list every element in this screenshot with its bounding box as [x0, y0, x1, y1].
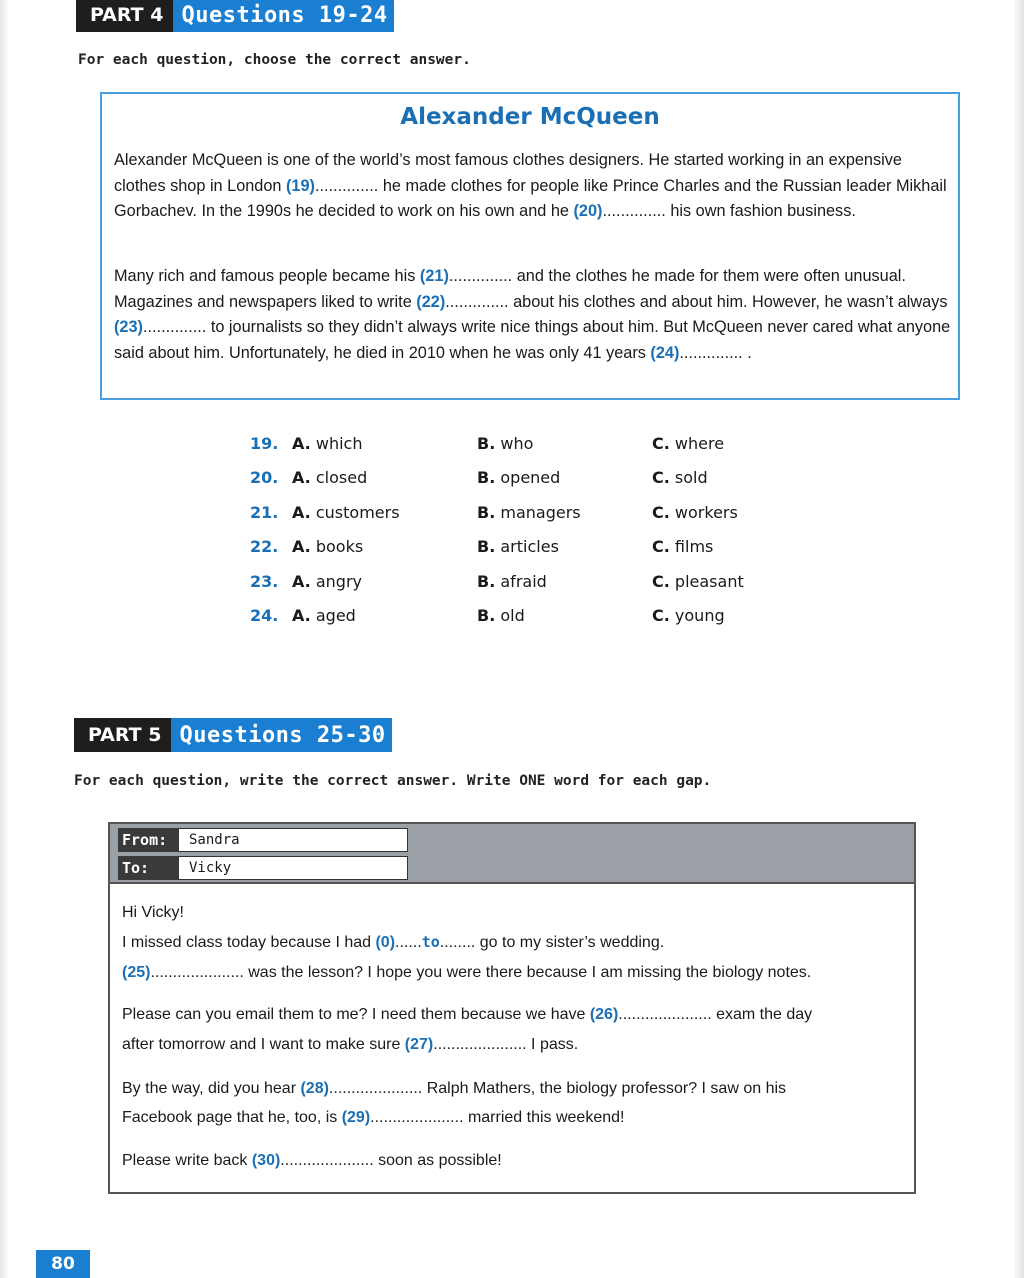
option-text: opened — [500, 468, 561, 487]
to-label: To: — [118, 856, 182, 880]
text: Facebook page that he, too, is — [122, 1109, 342, 1126]
email-line-4 — [122, 1030, 902, 1059]
gap-21: (21) — [419, 267, 449, 285]
example-answer: to — [421, 933, 440, 951]
option-letter: C. — [652, 606, 670, 625]
option-text: who — [500, 434, 534, 453]
page-left-edge — [0, 0, 8, 1278]
option-text: young — [674, 606, 725, 625]
text: ..................... was the lesson? I hope you were there because I am missing the biology notes. — [150, 964, 812, 981]
part4-questions-label: Questions 19-24 — [173, 0, 393, 32]
text: I missed class today because I had — [122, 934, 376, 951]
gap-24: (24) — [650, 343, 680, 362]
option-b[interactable] — [477, 606, 525, 625]
passage-title: Alexander McQueen — [400, 104, 660, 130]
option-b[interactable] — [477, 468, 560, 487]
option-text: angry — [315, 572, 363, 591]
email-box — [108, 822, 916, 1194]
gap-0: (0) — [375, 934, 396, 951]
question-number: 23. — [250, 572, 279, 591]
option-b[interactable] — [477, 537, 559, 556]
page-right-edge — [1014, 0, 1024, 1278]
question-number: 19. — [250, 434, 279, 453]
question-row — [250, 572, 810, 596]
p2-text-4: .............. to journalists so they didn’t always write nice things about him. But McQueen never cared what anyone said about him. Unfortunately, he died in 2010 when he was only 41 years — [114, 318, 951, 362]
text: ..................... soon as possible! — [280, 1152, 502, 1169]
option-text: films — [674, 537, 714, 556]
email-line-5 — [122, 1074, 902, 1103]
option-c[interactable] — [652, 503, 738, 522]
option-letter: B. — [477, 537, 496, 556]
option-text: pleasant — [674, 572, 744, 591]
option-text: closed — [315, 468, 368, 487]
text: ..................... married this weekend! — [370, 1109, 625, 1126]
part5-questions-label: Questions 25-30 — [171, 718, 391, 752]
p1-text-2: .............. he made clothes for people like Prince Charles and the Russian leader Mikhail Gorbachev. In the 1990s he decided to work on his own and he — [114, 176, 947, 220]
option-letter: C. — [652, 503, 670, 522]
gap-19: (19) — [286, 176, 315, 195]
part5-header — [74, 718, 392, 752]
passage-paragraph-1 — [114, 148, 956, 225]
option-letter: A. — [292, 434, 311, 453]
p1-text-1: Alexander McQueen is one of the world’s most famous clothes designers. He started working in an expensive clothes shop in London — [114, 151, 902, 195]
question-number: 21. — [250, 503, 279, 522]
option-text: aged — [315, 606, 356, 625]
option-text: workers — [674, 503, 738, 522]
gap-20: (20) — [573, 202, 603, 220]
option-letter: C. — [652, 572, 670, 591]
gap-22: (22) — [416, 292, 446, 311]
option-b[interactable] — [477, 434, 533, 453]
question-number: 22. — [250, 537, 279, 556]
option-text: where — [674, 434, 725, 453]
p2-text-1: Many rich and famous people became his — [114, 267, 420, 285]
option-text: customers — [315, 503, 400, 522]
option-a[interactable] — [292, 434, 362, 453]
text: after tomorrow and I want to make sure — [122, 1036, 405, 1053]
option-letter: A. — [292, 537, 311, 556]
option-letter: A. — [292, 606, 311, 625]
email-header — [110, 824, 914, 884]
gap-30: (30) — [251, 1152, 281, 1169]
option-text: sold — [674, 468, 708, 487]
option-c[interactable] — [652, 537, 713, 556]
option-text: old — [500, 606, 525, 625]
option-letter: C. — [652, 434, 670, 453]
email-line-3 — [122, 1000, 902, 1029]
option-a[interactable] — [292, 572, 362, 591]
question-number: 24. — [250, 606, 279, 625]
option-letter: C. — [652, 537, 670, 556]
email-line-1 — [122, 928, 902, 957]
email-line-2 — [122, 958, 902, 987]
gap-28: (28) — [300, 1080, 329, 1097]
p2-text-2: .............. and the clothes he made for them were often unusual. Magazines and newspapers liked to write — [114, 267, 906, 311]
p2-text-5: .............. . — [679, 343, 752, 362]
option-b[interactable] — [477, 572, 547, 591]
gap-26: (26) — [589, 1006, 619, 1023]
reading-passage-box — [100, 92, 960, 400]
email-line-6 — [122, 1103, 902, 1132]
option-text: books — [315, 537, 364, 556]
part4-header — [76, 0, 394, 32]
option-letter: C. — [652, 468, 670, 487]
part4-label: PART 4 — [76, 0, 173, 32]
option-a[interactable] — [292, 606, 356, 625]
part5-label: PART 5 — [74, 718, 171, 752]
part5-instruction: For each question, write the correct answer. Write ONE word for each gap. — [74, 773, 712, 789]
option-text: which — [315, 434, 363, 453]
p1-text-3: .............. his own fashion business. — [602, 202, 856, 220]
option-letter: B. — [477, 468, 496, 487]
email-greeting: Hi Vicky! — [122, 904, 184, 921]
question-row — [250, 468, 810, 492]
question-number: 20. — [250, 468, 279, 487]
question-row — [250, 537, 810, 561]
text: ..................... exam the day — [618, 1006, 813, 1023]
option-letter: A. — [292, 503, 311, 522]
from-field: Sandra — [178, 828, 408, 852]
text: By the way, did you hear — [122, 1080, 301, 1097]
option-letter: B. — [477, 606, 496, 625]
option-letter: B. — [477, 503, 496, 522]
gap-25: (25) — [122, 964, 151, 981]
option-c[interactable] — [652, 434, 724, 453]
option-b[interactable] — [477, 503, 581, 522]
text: ..................... I pass. — [433, 1036, 579, 1053]
to-field: Vicky — [178, 856, 408, 880]
part4-instruction: For each question, choose the correct answer. — [78, 52, 471, 68]
text: Please can you email them to me? I need them because we have — [122, 1006, 590, 1023]
gap-27: (27) — [404, 1036, 434, 1053]
option-a[interactable] — [292, 468, 367, 487]
option-text: articles — [500, 537, 559, 556]
option-letter: A. — [292, 468, 311, 487]
text: Please write back — [122, 1152, 252, 1169]
text: ........ go to my sister’s wedding. — [439, 934, 665, 951]
from-label: From: — [118, 828, 182, 852]
option-letter: A. — [292, 572, 311, 591]
gap-23: (23) — [114, 318, 143, 336]
option-text: afraid — [500, 572, 547, 591]
dots: ...... — [395, 934, 422, 951]
question-row — [250, 503, 810, 527]
option-letter: B. — [477, 572, 496, 591]
text: ..................... Ralph Mathers, the biology professor? I saw on his — [328, 1080, 787, 1097]
gap-29: (29) — [341, 1109, 371, 1126]
option-text: managers — [500, 503, 581, 522]
email-line-7 — [122, 1146, 902, 1175]
option-letter: B. — [477, 434, 496, 453]
question-row — [250, 606, 810, 630]
option-c[interactable] — [652, 606, 725, 625]
option-c[interactable] — [652, 572, 744, 591]
question-row — [250, 434, 810, 458]
option-c[interactable] — [652, 468, 708, 487]
option-a[interactable] — [292, 537, 363, 556]
passage-paragraph-2 — [114, 264, 956, 366]
page-number: 80 — [36, 1250, 90, 1278]
p2-text-3: .............. about his clothes and about him. However, he wasn’t always — [445, 292, 948, 311]
option-a[interactable] — [292, 503, 400, 522]
